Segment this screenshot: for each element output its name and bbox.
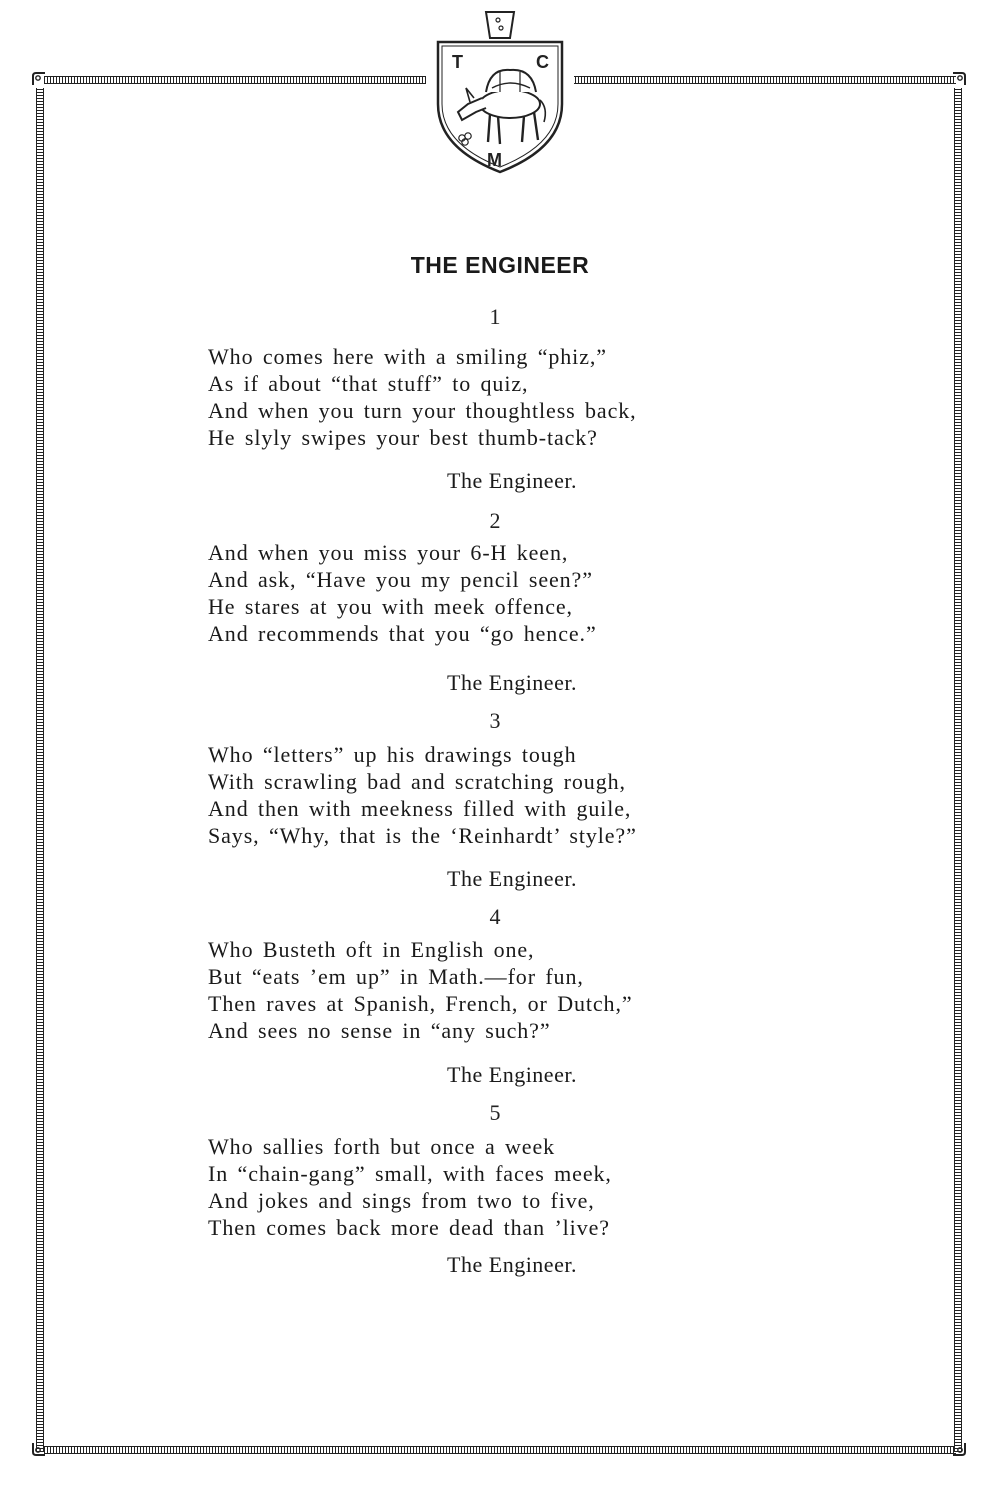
refrain: The Engineer. xyxy=(447,1062,577,1087)
crest-letter-m: M xyxy=(487,150,502,170)
poem-line: With scrawling bad and scratching rough, xyxy=(208,769,626,794)
poem-line: And when you turn your thoughtless back, xyxy=(208,398,637,423)
corner-ornament-icon xyxy=(950,1440,968,1458)
stanza-1 xyxy=(208,343,808,451)
poem-line: Who sallies forth but once a week xyxy=(208,1134,556,1159)
poem-line: And recommends that you “go hence.” xyxy=(208,621,597,646)
poem-line: But “eats ’em up” in Math.—for fun, xyxy=(208,964,584,989)
poem-line: Then raves at Spanish, French, or Dutch,” xyxy=(208,991,633,1016)
stanza-number: 3 xyxy=(489,708,501,733)
poem-line: And sees no sense in “any such?” xyxy=(208,1018,551,1043)
poem-line: He slyly swipes your best thumb-tack? xyxy=(208,425,598,450)
stanza-number: 1 xyxy=(489,304,501,329)
poem-line: And ask, “Have you my pencil seen?” xyxy=(208,567,593,592)
stanza-3 xyxy=(208,741,808,849)
border-right xyxy=(954,88,962,1452)
poem-line: He stares at you with meek offence, xyxy=(208,594,573,619)
refrain: The Engineer. xyxy=(447,1252,577,1277)
poem-line: As if about “that stuff” to quiz, xyxy=(208,371,529,396)
border-bottom xyxy=(44,1446,956,1454)
poem-line: Who comes here with a smiling “phiz,” xyxy=(208,344,607,369)
stanza-number: 2 xyxy=(489,508,501,533)
corner-ornament-icon xyxy=(30,70,48,88)
poem-line: And then with meekness filled with guile, xyxy=(208,796,632,821)
stanza-number: 4 xyxy=(489,904,501,929)
poem-title: THE ENGINEER xyxy=(410,252,590,278)
poem-line: Says, “Why, that is the ‘Reinhardt’ style?” xyxy=(208,823,637,848)
crest-letter-t: T xyxy=(452,52,463,72)
refrain: The Engineer. xyxy=(447,670,577,695)
poem-line: Who “letters” up his drawings tough xyxy=(208,742,577,767)
crest-letter-c: C xyxy=(536,52,549,72)
poem-line: And jokes and sings from two to five, xyxy=(208,1188,595,1213)
stanza-number: 5 xyxy=(489,1100,501,1125)
border-left xyxy=(36,88,44,1452)
corner-ornament-icon xyxy=(30,1440,48,1458)
refrain: The Engineer. xyxy=(447,866,577,891)
poem-line: And when you miss your 6-H keen, xyxy=(208,540,569,565)
burro-shield-icon xyxy=(430,8,570,176)
stanza-2 xyxy=(208,539,808,647)
refrain: The Engineer. xyxy=(447,468,577,493)
stanza-5 xyxy=(208,1133,808,1241)
poem-line: Then comes back more dead than ’live? xyxy=(208,1215,610,1240)
poem-line: In “chain-gang” small, with faces meek, xyxy=(208,1161,612,1186)
corner-ornament-icon xyxy=(950,70,968,88)
stanza-4 xyxy=(208,936,808,1044)
poem-line: Who Busteth oft in English one, xyxy=(208,937,535,962)
